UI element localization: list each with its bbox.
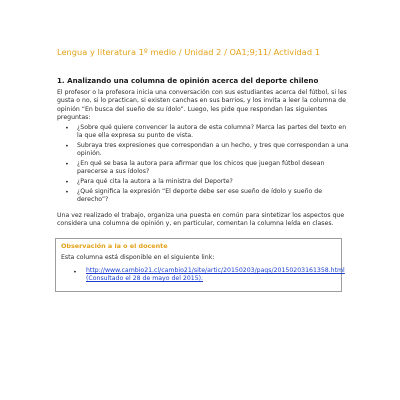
question-item xyxy=(65,187,349,205)
bullet-icon: • xyxy=(73,268,77,276)
question-item xyxy=(65,177,349,186)
source-link[interactable]: http://www.cambio21.cl/cambio21/site/artic/20150203/pags/20150203161358.html (Consultado el 28 de mayo del 2015). xyxy=(86,267,345,283)
page-header-title: Lengua y literatura 1º medio / Unidad 2 / OA1;9;11/ Actividad 1 xyxy=(57,47,320,57)
intro-paragraph: El profesor o la profesora inicia una conversación con sus estudiantes acerca del fútbol, si les gusta o no, si lo practican, si existen canchas en sus barrios, y los invita a leer la columna de opinión “En busca del sueño de su ídolo”. Luego, les pide que respondan las siguientes preguntas: xyxy=(57,89,347,121)
bullet-icon: • xyxy=(65,187,69,196)
question-item xyxy=(65,159,349,177)
bullet-icon: • xyxy=(65,177,69,186)
observation-title: Observación a la o el docente xyxy=(61,242,168,250)
question-item xyxy=(65,141,349,159)
question-text: ¿En qué se basa la autora para afirmar que los chicos que juegan fútbol desean parecerse a sus ídolos? xyxy=(77,159,325,176)
section-heading: 1. Analizando una columna de opinión acerca del deporte chileno xyxy=(57,76,319,85)
question-text: Subraya tres expresiones que correspondan a un hecho, y tres que correspondan a una opinión. xyxy=(77,141,349,158)
question-list xyxy=(65,124,349,206)
question-text: ¿Qué significa la expresión “El deporte debe ser ese sueño de ídolo y sueño de derecho”? xyxy=(77,187,323,203)
question-text: ¿Para qué cita la autora a la ministra del Deporte? xyxy=(77,177,233,185)
observation-text: Esta columna está disponible en el siguiente link: xyxy=(61,254,215,261)
question-text: ¿Sobre qué quiere convencer la autora de esta columna? Marca las partes del texto en la que ella expresa su punto de vista. xyxy=(77,124,347,140)
bullet-icon: • xyxy=(65,124,69,132)
teacher-observation-box xyxy=(55,238,345,292)
bullet-icon: • xyxy=(65,159,69,168)
bullet-icon: • xyxy=(65,141,69,150)
closing-paragraph: Una vez realizado el trabajo, organiza una puesta en común para sintetizar los aspectos que considera una columna de opinión y, en particular, comentan la columna leída en clases. xyxy=(57,212,345,228)
question-item xyxy=(65,124,349,141)
